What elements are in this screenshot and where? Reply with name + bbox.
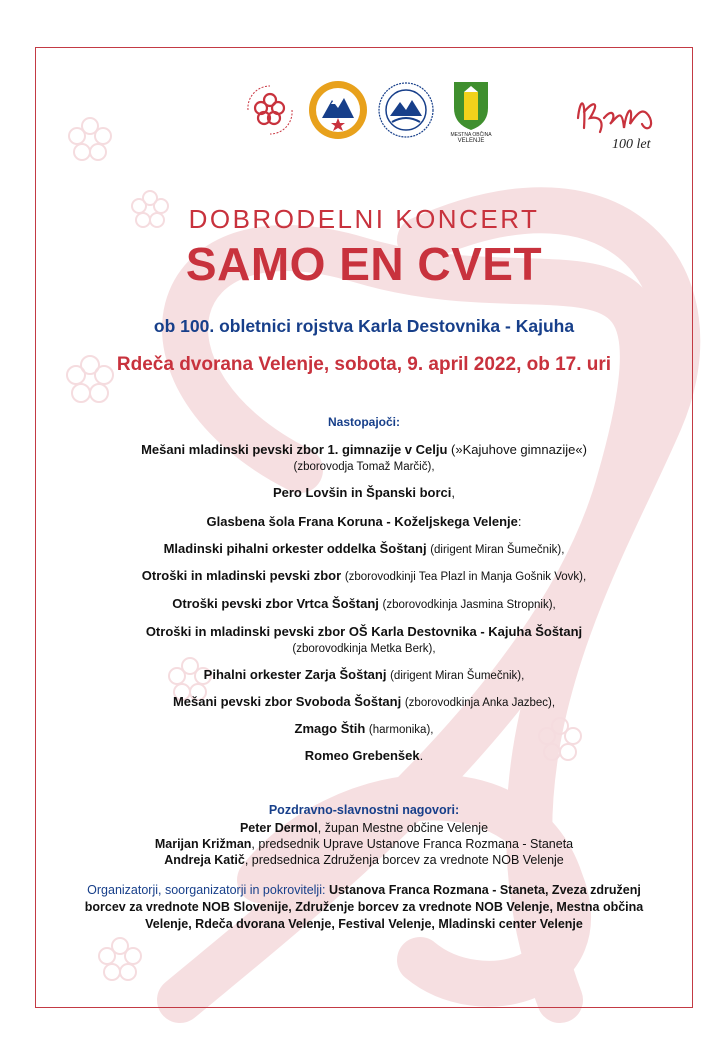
performer-item: Mladinski pihalni orkester oddelka Šoštanj (dirigent Miran Šumečnik), bbox=[163, 541, 565, 556]
performers-heading: Nastopajoči: bbox=[327, 415, 400, 429]
performer-item: Mešani pevski zbor Svoboda Šoštanj (zborovodkinja Anka Jazbec), bbox=[172, 694, 556, 709]
zzb-nob-slovenije-logo bbox=[308, 78, 368, 142]
organizers-block bbox=[70, 882, 658, 933]
performer-item: Otroški pevski zbor Vrtca Šoštanj (zborovodkinja Jasmina Stropnik), bbox=[172, 596, 556, 611]
logo-row bbox=[240, 78, 500, 142]
performer-item: Glasbena šola Frana Koruna - Koželjskega Velenje: bbox=[206, 514, 522, 529]
performer-item: Otroški in mladinski pevski zbor OŠ Karla Destovnika - Kajuha Šoštanj (zborovodkinja Metka Berk), bbox=[145, 624, 583, 655]
event-venue: Rdeča dvorana Velenje, sobota, 9. april 2022, ob 17. uri bbox=[116, 354, 612, 375]
signature-subtitle: 100 let bbox=[612, 137, 651, 152]
performer-item: Otroški in mladinski pevski zbor (zborovodkinji Tea Plazl in Manja Gošnik Vovk), bbox=[141, 568, 587, 583]
zdruzenje-borcev-logo bbox=[376, 78, 436, 142]
performer-item: Romeo Grebenšek. bbox=[304, 748, 424, 763]
svg-text:MESTNA OBČINA: MESTNA OBČINA bbox=[450, 132, 492, 138]
performer-item: Mešani mladinski pevski zbor 1. gimnazije v Celju (»Kajuhove gimnazije«) (zborovodja Tomaž Marčič), bbox=[141, 442, 587, 473]
performer-item: Pihalni orkester Zarja Šoštanj (dirigent Miran Šumečnik), bbox=[203, 667, 525, 682]
svg-text:VELENJE: VELENJE bbox=[457, 138, 485, 142]
speeches-heading: Pozdravno-slavnostni nagovori: bbox=[268, 803, 460, 817]
speech-item: Peter Dermol, župan Mestne občine Velenje bbox=[239, 821, 489, 835]
event-title: SAMO EN CVET bbox=[185, 238, 543, 290]
speech-item: Andreja Katič, predsednica Združenja borcev za vrednote NOB Velenje bbox=[164, 853, 564, 867]
mestna-obcina-velenje-logo bbox=[444, 78, 504, 142]
ustanova-franca-rozmana-staneta-logo bbox=[240, 78, 300, 142]
performer-item: Pero Lovšin in Španski borci, bbox=[272, 485, 456, 500]
performer-item: Zmago Štih (harmonika), bbox=[294, 721, 434, 736]
speech-item: Marijan Križman, predsednik Uprave Ustanove Franca Rozmana - Staneta bbox=[154, 837, 574, 851]
event-occasion: ob 100. obletnici rojstva Karla Destovnika - Kajuha bbox=[153, 316, 575, 336]
event-subtitle: DOBRODELNI KONCERT bbox=[188, 204, 540, 234]
organizers-label: Organizatorji, soorganizatorji in pokrovitelji: bbox=[87, 883, 326, 897]
organizers-list: Ustanova Franca Rozmana - Staneta, Zveza združenj borcev za vrednote NOB Slovenije, Združenje borcev za vrednote NOB Velenje, Mestna občina Velenje, Rdeča dvorana Velenje, Festival Velenje, Mladinski center Velenje bbox=[84, 883, 644, 931]
